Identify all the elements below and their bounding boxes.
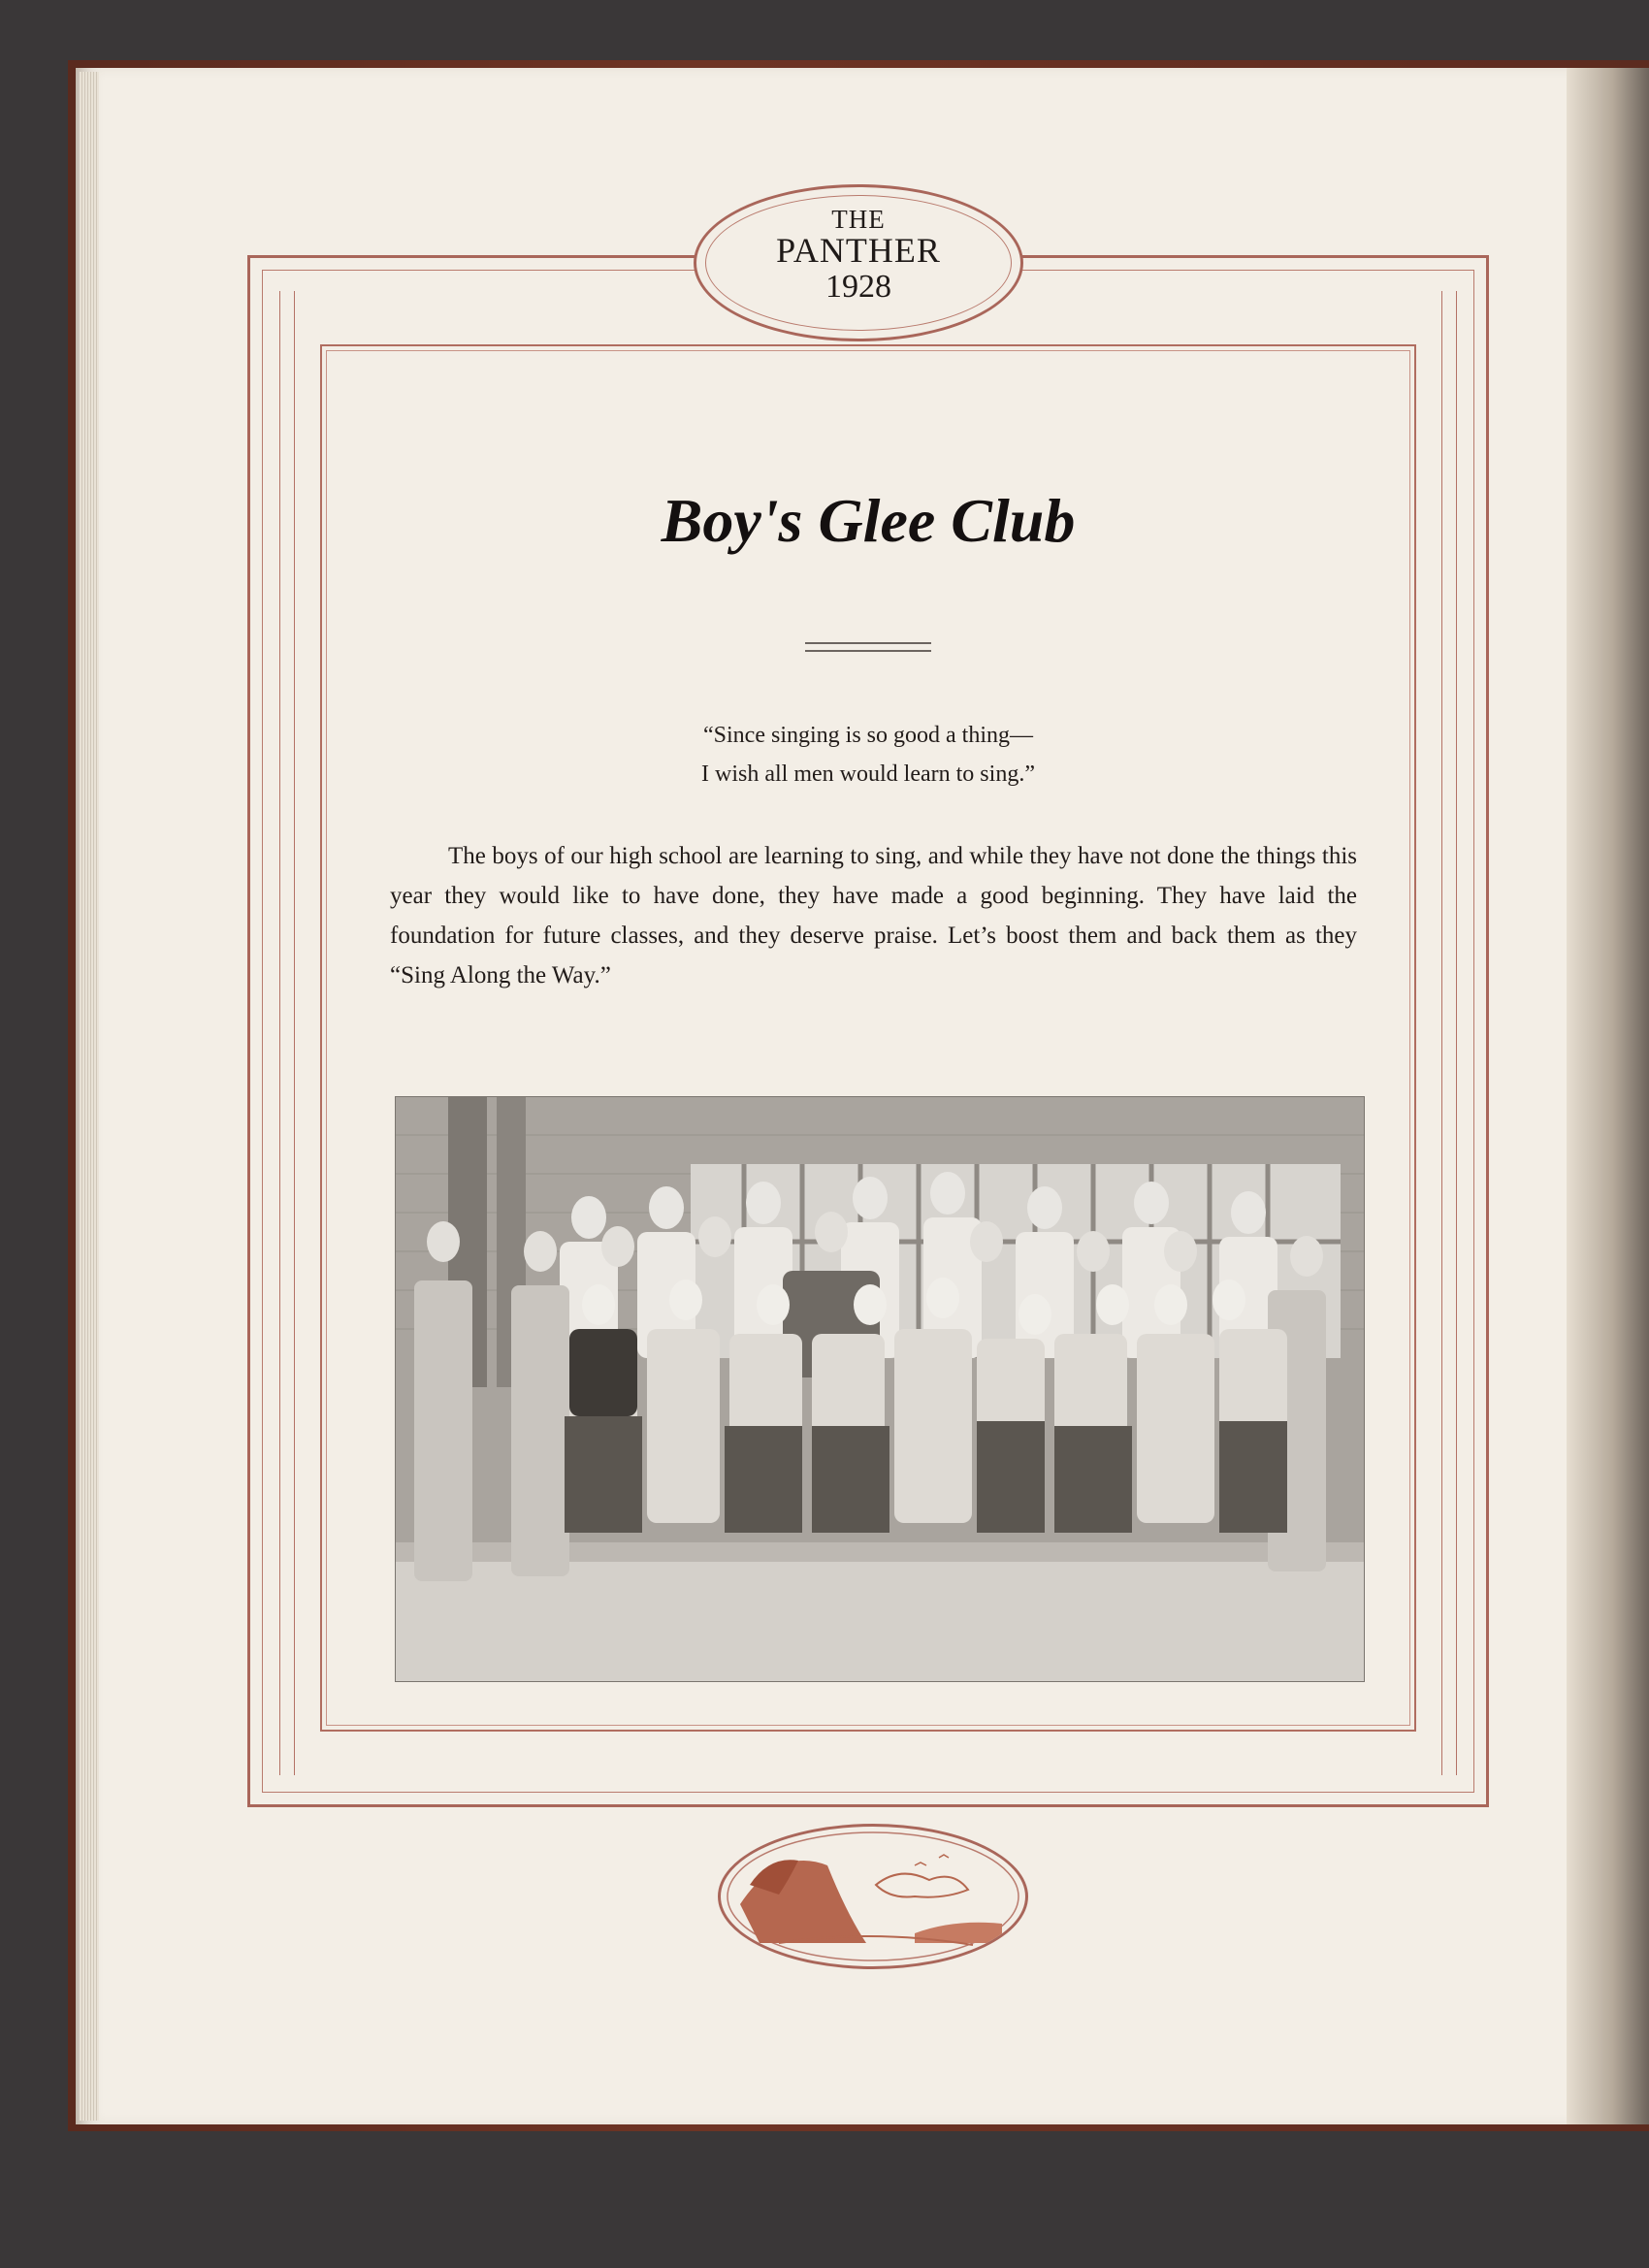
page-title: Boy's Glee Club: [661, 486, 1076, 555]
header-title: [694, 206, 1023, 305]
header-year: 1928: [825, 269, 891, 306]
quote-line-2: I wish all men would learn to sing.”: [701, 761, 1035, 787]
landscape-vignette-icon: [718, 1824, 1028, 1969]
group-photo-icon: [395, 1096, 1365, 1682]
quote-line-1: “Since singing is so good a thing—: [703, 723, 1033, 748]
title-rule-top: [805, 642, 931, 644]
header-the: THE: [831, 205, 886, 234]
page-edges: [80, 72, 99, 2121]
quote: [388, 716, 1348, 794]
page-gutter: [1567, 68, 1649, 2124]
left-border-rail: [279, 291, 295, 1775]
title-rule-bottom: [805, 650, 931, 652]
right-border-rail: [1441, 291, 1457, 1775]
body-paragraph: The boys of our high school are learning to sing, and while they have not done the things this year they would like to have done, they have made a good beginning. They have laid the foundation for future classes, and they deserve praise. Let’s boost them and back them as they “Sing Along the Way.”: [390, 843, 1357, 988]
header-panther: PANTHER: [776, 231, 941, 271]
